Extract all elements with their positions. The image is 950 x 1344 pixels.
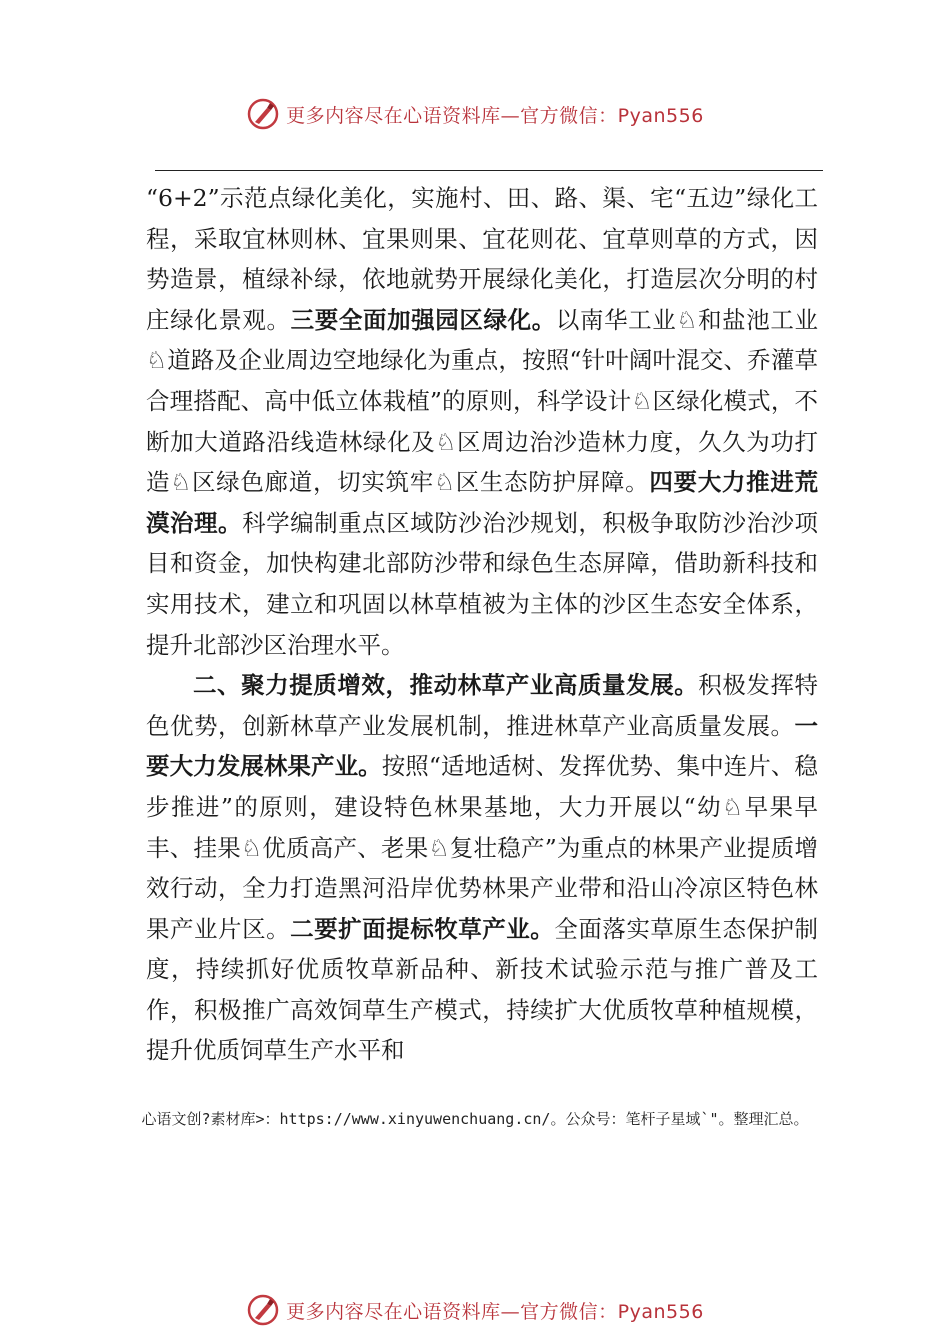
header-rule xyxy=(155,170,823,171)
bold-heading: 一要大力发展林果产业。 xyxy=(146,711,818,781)
document-body xyxy=(146,178,818,1071)
footer-watermark xyxy=(0,1290,950,1330)
header-watermark xyxy=(0,94,950,134)
pen-circle-logo-icon xyxy=(246,97,280,131)
pen-circle-logo-icon xyxy=(246,1293,280,1327)
bold-heading: 四要大力推进荒漠治理。 xyxy=(146,468,819,537)
watermark-text: 更多内容尽在心语资料库—官方微信：Pyan556 xyxy=(286,104,704,127)
section-heading: 二、聚力提质增效，推动林草产业高质量发展。 xyxy=(193,671,699,700)
watermark-text: 更多内容尽在心语资料库—官方微信：Pyan556 xyxy=(286,1300,704,1323)
bold-heading: 二要扩面提标牧草产业。 xyxy=(290,914,555,943)
wechat-id: Pyan556 xyxy=(617,104,704,127)
paragraph-2: 二、聚力提质增效，推动林草产业高质量发展。积极发挥特色优势，创新林草产业发展机制，推进林草产业高质量发展。一要大力发展林果产业。按照“适地适树、发挥优势、集中连片、稳步推进”的原则，建设特色林果基地，大力开展以“幼♘早果早丰、挂果♘优质高产、老果♘复壮稳产”为重点的林果产业提质增效行动，全力打造黑河沿岸优势林果产业带和沿山冷凉区特色林果产业片区。二要扩面提标牧草产业。全面落实草原生态保护制度，持续抓好优质牧草新品种、新技术试验示范与推广普及工作，积极推广高效饲草生产模式，持续扩大优质牧草种植规模，提升优质饲草生产水平和 xyxy=(146,671,819,1065)
source-note: 心语文创?素材库>：https://www.xinyuwenchuang.cn/。公众号：笔杆子星域`"。整理汇总。 xyxy=(141,1110,809,1128)
paragraph-1: “6+2”示范点绿化美化，实施村、田、路、渠、宅“五边”绿化工程，采取宜林则林、宜果则果、宜花则花、宜草则草的方式，因势造景，植绿补绿，依地就势开展绿化美化，打造层次分明的村庄绿化景观。三要全面加强园区绿化。以南华工业♘和盐池工业♘道路及企业周边空地绿化为重点，按照“针叶阔叶混交、乔灌草合理搭配、高中低立体栽植”的原则，科学设计♘区绿化模式，不断加大道路沿线造林绿化及♘区周边治沙造林力度，久久为功打造♘区绿色廊道，切实筑牢♘区生态防护屏障。四要大力推进荒漠治理。科学编制重点区域防沙治沙规划，积极争取防沙治沙项目和资金，加快构建北部防沙带和绿色生态屏障，借助新科技和实用技术，建立和巩固以林草植被为主体的沙区生态安全体系，提升北部沙区治理水平。 xyxy=(146,184,819,659)
bold-heading: 三要全面加强园区绿化。 xyxy=(290,305,556,334)
wechat-id: Pyan556 xyxy=(617,1300,704,1323)
